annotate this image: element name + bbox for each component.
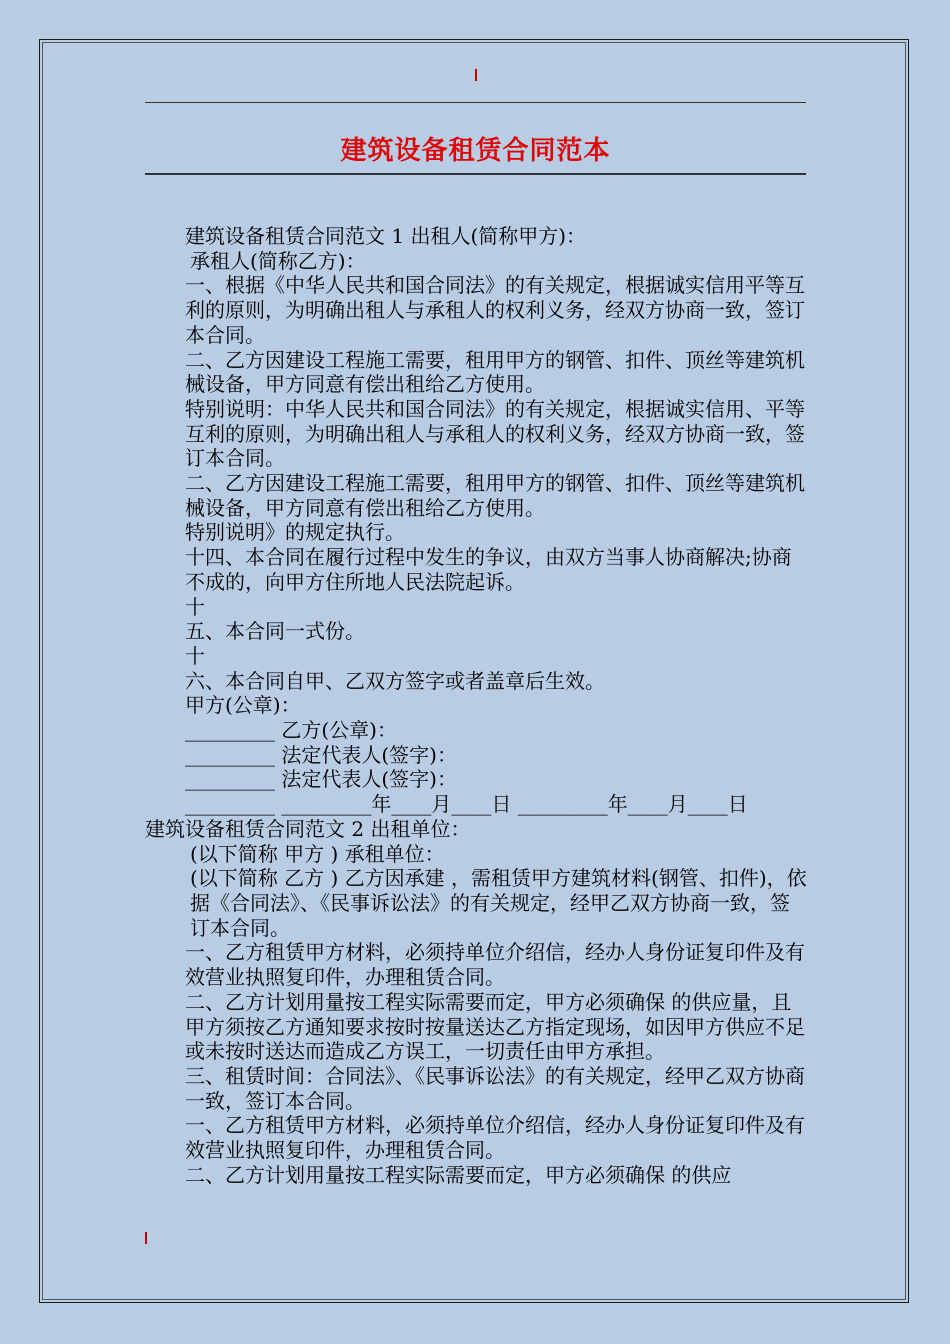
- paragraph: 三、租赁时间：合同法》、《民事诉讼法》的有关规定，经甲乙双方协商一致，签订本合同。: [185, 1063, 805, 1113]
- paragraph: 二、乙方计划用量按工程实际需要而定，甲方必须确保 的供应量，且甲方须按乙方通知要求按时按量送达乙方指定现场，如因甲方供应不足或未按时送达而造成乙方误工，一切责任由甲方承担。: [185, 989, 805, 1064]
- paragraph: _________ 法定代表人(签字)：: [185, 742, 457, 767]
- paragraph: (以下简称 乙方 ) 乙方因承建 ，需租赁甲方建筑材料(钢管、扣件)，依据《合同法》、《民事诉讼法》的有关规定，经甲乙双方协商一致，签订本合同。: [190, 866, 807, 940]
- paragraph: 二、乙方因建设工程施工需要，租用甲方的钢管、扣件、顶丝等建筑机械设备，甲方同意有偿出租给乙方使用。: [185, 347, 805, 397]
- paragraph: 特别说明：中华人民共和国合同法》的有关规定，根据诚实信用、平等互利的原则，为明确出租人与承租人的权利义务，经双方协商一致，签订本合同。: [185, 396, 805, 471]
- document-title: 建筑设备租赁合同范本: [340, 136, 611, 166]
- paragraph: 建筑设备租赁合同范文 2 出租单位：: [145, 816, 471, 841]
- paragraph: _________ 法定代表人(签字)：: [185, 767, 457, 792]
- header-rule: [145, 102, 806, 103]
- paragraph: 二、乙方计划用量按工程实际需要而定，甲方必须确保 的供应: [185, 1162, 732, 1187]
- title-underline: [145, 173, 806, 175]
- paragraph: 五、本合同一式份。: [185, 619, 365, 644]
- paragraph: 二、乙方因建设工程施工需要，租用甲方的钢管、扣件、顶丝等建筑机械设备，甲方同意有偿出租给乙方使用。: [185, 471, 805, 520]
- footer-tick-mark: [145, 1232, 147, 1244]
- paragraph: (以下简称 甲方 ) 承租单位：: [190, 841, 445, 866]
- paragraph: 一、乙方租赁甲方材料，必须持单位介绍信，经办人身份证复印件及有效营业执照复印件，办理租赁合同。: [185, 1113, 805, 1163]
- paragraph: 六、本合同自甲、乙双方签字或者盖章后生效。: [185, 668, 605, 693]
- paragraph: 十四、本合同在履行过程中发生的争议，由双方当事人协商解决;协商不成的，向甲方住所地人民法院起诉。: [185, 545, 792, 594]
- paragraph: _________ _________年____月____日 _________年____月____日: [185, 792, 748, 817]
- paragraph: 特别说明》的规定执行。: [185, 520, 405, 545]
- paragraph: 建筑设备租赁合同范文 1 出租人(简称甲方)：: [185, 224, 587, 248]
- paragraph: 十: [185, 594, 205, 619]
- paragraph: _________ 乙方(公章)：: [185, 718, 397, 743]
- document-body: [145, 224, 807, 1187]
- paragraph: 承租人(简称乙方)：: [190, 248, 366, 273]
- paragraph: 甲方(公章)：: [185, 693, 301, 718]
- paragraph: 一、根据《中华人民共和国合同法》的有关规定，根据诚实信用平等互利的原则，为明确出租人与承租人的权利义务，经双方协商一致，签订本合同。: [185, 273, 805, 347]
- paragraph: 一、乙方租赁甲方材料，必须持单位介绍信，经办人身份证复印件及有效营业执照复印件，办理租赁合同。: [185, 940, 805, 990]
- header-tick-mark: [475, 69, 477, 81]
- paragraph: 十: [185, 643, 205, 668]
